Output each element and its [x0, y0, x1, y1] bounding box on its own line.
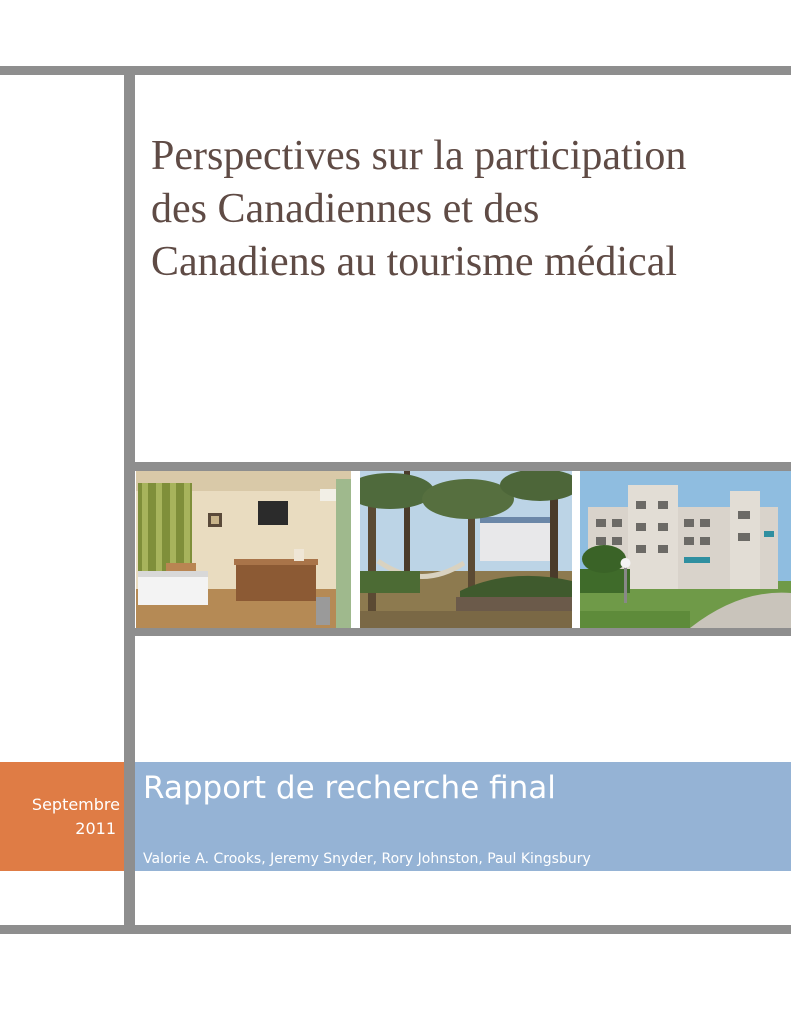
report-box	[135, 762, 791, 871]
photo-hospital-room	[136, 471, 351, 628]
frame-top-bar	[0, 66, 791, 75]
report-title: Rapport de recherche final	[143, 770, 556, 806]
frame-middle-bar	[124, 462, 791, 471]
photo-hospital-building	[580, 471, 791, 628]
date-year: 2011	[75, 819, 116, 838]
photo-strip	[136, 471, 791, 628]
frame-vertical-bar	[124, 66, 135, 934]
date-box	[0, 762, 124, 871]
photo-resort-garden	[360, 471, 572, 628]
date-month: Septembre	[31, 795, 120, 814]
document-title: Perspectives sur la participation des Canadiennes et des Canadiens au tourisme médical	[151, 133, 687, 285]
frame-photo-bottom-bar	[124, 628, 791, 636]
report-authors: Valorie A. Crooks, Jeremy Snyder, Rory Johnston, Paul Kingsbury	[143, 851, 591, 867]
frame-bottom-bar	[0, 925, 791, 934]
